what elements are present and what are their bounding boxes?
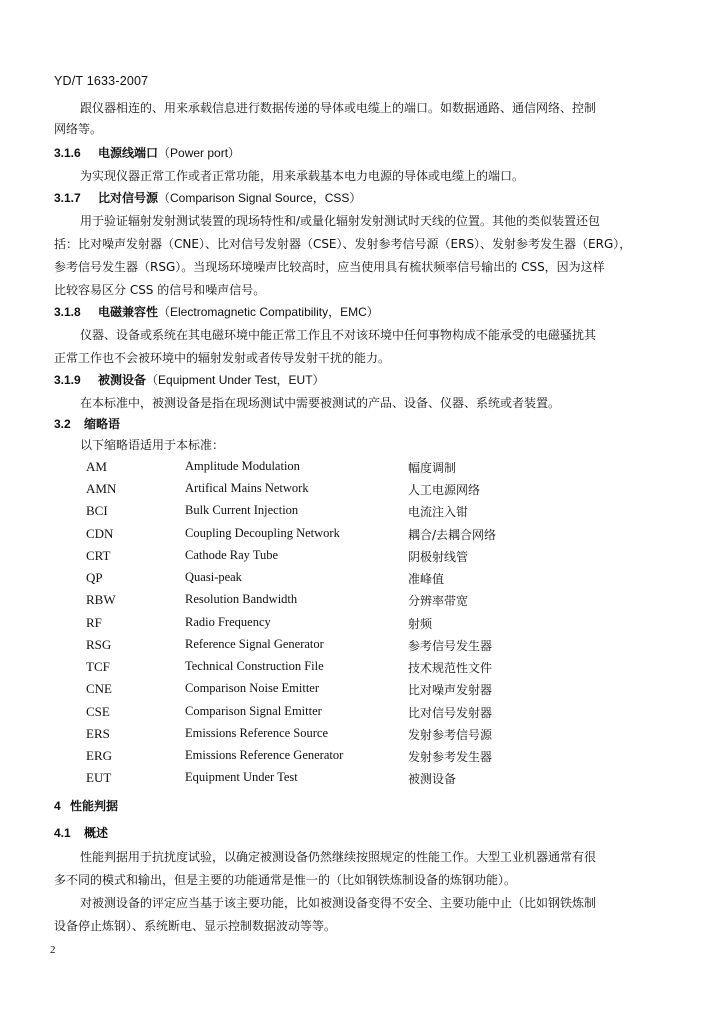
abbreviation: EUT [86, 770, 112, 785]
abbreviation-row [0, 637, 701, 659]
abbreviation: CSE [86, 704, 110, 719]
abbreviation-chinese: 耦合/去耦合网络 [408, 528, 497, 542]
abbreviation-chinese: 电流注入钳 [408, 505, 469, 519]
paragraph-line: 网络等。 [54, 122, 103, 136]
abbreviation-english: Bulk Current Injection [185, 503, 299, 517]
abbreviation-english: Equipment Under Test [185, 770, 298, 784]
section-number: 3.1.6 [54, 146, 81, 160]
section-title: 电源线端口 [98, 146, 159, 160]
abbreviation-english: Resolution Bandwidth [185, 592, 298, 606]
section-title: 被测设备 [98, 373, 147, 387]
document-code: YD/T 1633-2007 [54, 74, 149, 88]
abbreviation-chinese: 人工电源网络 [408, 483, 481, 497]
abbreviation-row [0, 548, 701, 570]
abbreviation-chinese: 技术规范性文件 [408, 661, 493, 675]
abbreviation: CDN [86, 526, 114, 541]
abbreviation: RSG [86, 637, 112, 652]
abbreviation-english: Technical Construction File [185, 659, 324, 673]
abbreviation-chinese: 发射参考信号源 [408, 728, 493, 742]
section-number: 3.2 [54, 417, 71, 431]
paragraph-line: 用于验证辐射发射测试装置的现场特性和/或量化辐射发射测试时天线的位置。其他的类似装置还包 [80, 214, 601, 228]
abbreviation-row [0, 681, 701, 703]
abbreviation-row [0, 481, 701, 503]
section-title: 比对信号源 [98, 191, 159, 205]
abbreviation-chinese: 射频 [408, 617, 433, 631]
abbreviation-english: Emissions Reference Source [185, 726, 329, 740]
abbreviation-english: Artifical Mains Network [185, 481, 309, 495]
paragraph-line: 比较容易区分 CSS 的信号和噪声信号。 [54, 283, 266, 297]
section-number: 3.1.8 [54, 305, 81, 319]
section-heading-3-2 [54, 416, 120, 432]
section-title: 电磁兼容性 [98, 305, 159, 319]
abbreviation-chinese: 分辨率带宽 [408, 594, 469, 608]
paragraph-line: 正常工作也不会被环境中的辐射发射或者传导发射干扰的能力。 [54, 351, 391, 365]
abbreviation-row [0, 615, 701, 637]
paragraph-line: 设备停止炼钢）、系统断电、显示控制数据波动等等。 [54, 919, 337, 933]
paragraph-line: 仪器、设备或系统在其电磁环境中能正常工作且不对该环境中任何事物构成不能承受的电磁骚扰其 [80, 328, 597, 342]
chapter-number: 4 [54, 799, 61, 813]
abbreviation-english: Cathode Ray Tube [185, 548, 279, 562]
abbreviation-english: Emissions Reference Generator [185, 748, 344, 762]
abbreviation-chinese: 幅度调制 [408, 461, 457, 475]
section-heading-4-1 [54, 825, 108, 841]
section-title-en: （Electromagnetic Compatibility，EMC） [158, 305, 379, 319]
abbreviation: CNE [86, 681, 112, 696]
section-title-en: （Comparison Signal Source，CSS） [158, 191, 362, 205]
abbreviation-row [0, 704, 701, 726]
abbreviation: QP [86, 570, 103, 585]
abbreviation-row [0, 526, 701, 548]
abbreviation: AMN [86, 481, 117, 496]
section-title: 概述 [84, 826, 109, 840]
abbreviation-row [0, 659, 701, 681]
section-heading-3-1-8 [54, 304, 379, 320]
abbreviation-chinese: 比对信号发射器 [408, 706, 493, 720]
paragraph-line: 括：比对噪声发射器（CNE）、比对信号发射器（CSE）、发射参考信号源（ERS）、发射参考发生器（ERG）， [54, 237, 632, 251]
paragraph-line: 为实现仪器正常工作或者正常功能，用来承载基本电力电源的导体或电缆上的端口。 [80, 169, 525, 183]
abbreviation-english: Coupling Decoupling Network [185, 526, 340, 540]
abbreviation-row [0, 748, 701, 770]
abbreviation-row [0, 503, 701, 525]
abbreviation: ERG [86, 748, 112, 763]
paragraph-line: 对被测设备的评定应当基于该主要功能，比如被测设备变得不安全、主要功能中止（比如钢铁炼制 [80, 896, 597, 910]
abbreviation-chinese: 准峰值 [408, 572, 445, 586]
section-number: 4.1 [54, 826, 71, 840]
section-heading-3-1-7 [54, 190, 361, 206]
abbreviation-english: Reference Signal Generator [185, 637, 324, 651]
paragraph-line: 性能判据用于抗扰度试验，以确定被测设备仍然继续按照规定的性能工作。大型工业机器通常有很 [80, 850, 597, 864]
abbreviation-chinese: 阴极射线管 [408, 550, 469, 564]
paragraph-line: 多不同的模式和输出，但是主要的功能通常是惟一的（比如钢铁炼制设备的炼钢功能）。 [54, 873, 517, 887]
abbreviation: RF [86, 615, 102, 630]
abbreviation-row [0, 570, 701, 592]
section-title-en: （Equipment Under Test，EUT） [146, 373, 325, 387]
abbreviation: CRT [86, 548, 111, 563]
abbreviation-row [0, 770, 701, 792]
abbreviation: BCI [86, 503, 108, 518]
paragraph-line: 跟仪器相连的、用来承载信息进行数据传递的导体或电缆上的端口。如数据通路、通信网络、控制 [80, 101, 597, 115]
abbreviation: AM [86, 459, 107, 474]
abbreviation: RBW [86, 592, 116, 607]
section-title: 缩略语 [84, 417, 121, 431]
paragraph-line: 在本标准中，被测设备是指在现场测试中需要被测试的产品、设备、仪器、系统或者装置。 [80, 396, 561, 410]
abbreviation: ERS [86, 726, 110, 741]
abbreviation-english: Amplitude Modulation [185, 459, 300, 473]
abbreviation: TCF [86, 659, 110, 674]
section-heading-3-1-9 [54, 372, 325, 388]
abbreviation-chinese: 参考信号发生器 [408, 639, 493, 653]
section-heading-3-1-6 [54, 145, 240, 161]
page-number: 2 [50, 944, 56, 956]
abbreviation-english: Radio Frequency [185, 615, 271, 629]
chapter-heading-4 [54, 798, 118, 814]
abbreviation-chinese: 被测设备 [408, 772, 457, 786]
section-number: 3.1.9 [54, 373, 81, 387]
abbreviation-chinese: 比对噪声发射器 [408, 683, 493, 697]
section-number: 3.1.7 [54, 191, 81, 205]
abbreviation-english: Comparison Noise Emitter [185, 681, 320, 695]
section-title-en: （Power port） [158, 146, 241, 160]
paragraph-line: 以下缩略语适用于本标准： [80, 438, 225, 452]
abbreviation-row [0, 726, 701, 748]
abbreviation-row [0, 459, 701, 481]
abbreviation-english: Comparison Signal Emitter [185, 704, 322, 718]
abbreviation-english: Quasi-peak [185, 570, 242, 584]
abbreviation-row [0, 592, 701, 614]
abbreviation-chinese: 发射参考发生器 [408, 750, 493, 764]
chapter-title: 性能判据 [70, 799, 119, 813]
paragraph-line: 参考信号发生器（RSG）。当现场环境噪声比较高时，应当使用具有梳状频率信号输出的 CSS，因为这样 [54, 260, 605, 274]
